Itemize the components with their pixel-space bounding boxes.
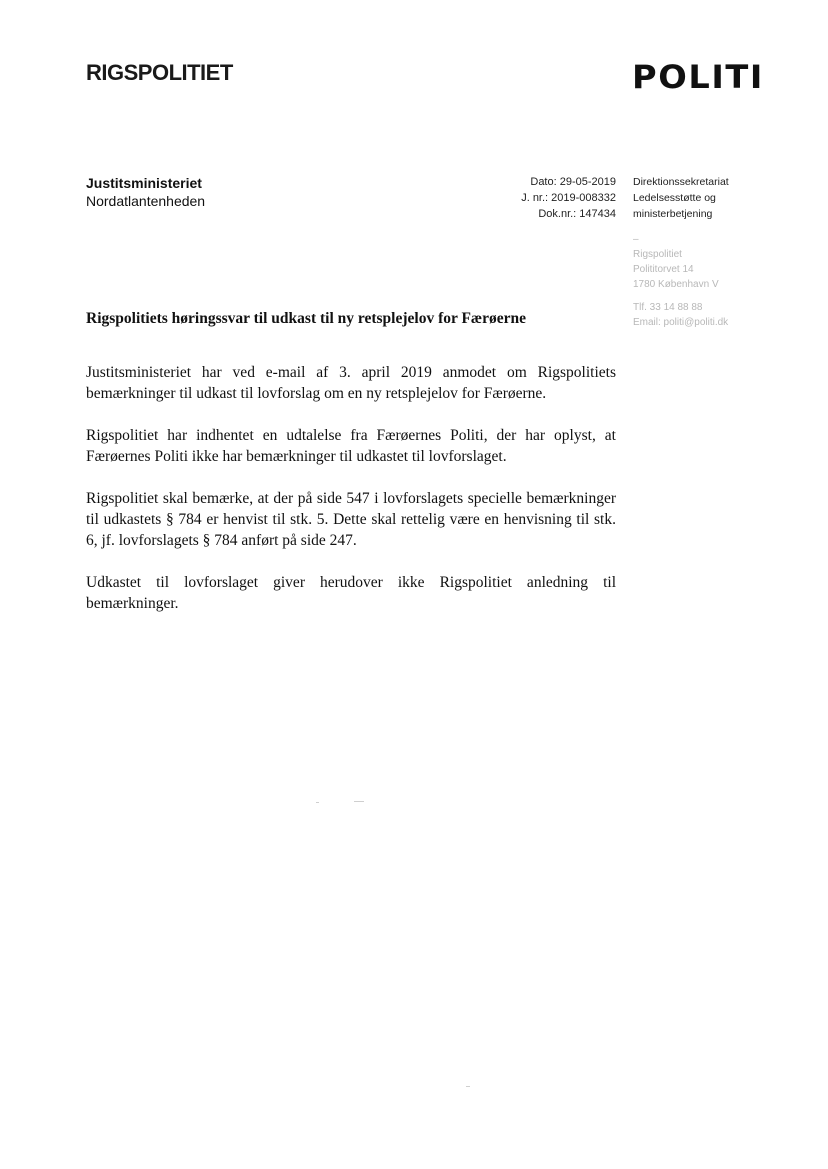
document-meta <box>470 174 616 222</box>
journal-number: J. nr.: 2019-008332 <box>521 192 616 204</box>
sender-department <box>633 174 753 222</box>
contact-street: Polititorvet 14 <box>633 264 694 275</box>
body-paragraph: Justitsministeriet har ved e-mail af 3. april 2019 anmodet om Rigspolitiets bemærkninger til udkast til lovforslag om en ny retsplejelov for Færøerne. <box>86 364 616 402</box>
sender-line-1: Direktionssekretariat <box>633 176 729 188</box>
contact-city: 1780 København V <box>633 279 719 290</box>
recipient-name: Justitsministeriet <box>86 175 202 191</box>
sender-line-2: Ledelsesstøtte og <box>633 192 716 204</box>
body-paragraph: Udkastet til lovforslaget giver herudover ikke Rigspolitiet anledning til bemærkninger. <box>86 574 616 612</box>
document-number: Dok.nr.: 147434 <box>538 208 616 220</box>
subject-heading: Rigspolitiets høringssvar til udkast til ny retsplejelov for Færøerne <box>86 310 527 327</box>
document-date: Dato: 29-05-2019 <box>530 176 616 188</box>
scan-artifact <box>354 801 364 802</box>
contact-name: Rigspolitiet <box>633 249 682 260</box>
body-paragraph: Rigspolitiet har indhentet en udtalelse fra Færøernes Politi, der har oplyst, at Færøernes Politi ikke har bemærkninger til udkastet til lovforslaget. <box>86 427 616 465</box>
recipient-block <box>86 174 205 210</box>
letter-body <box>86 362 616 635</box>
organization-name: RIGSPOLITIET <box>86 60 233 85</box>
contact-phone: Tlf. 33 14 88 88 <box>633 302 703 313</box>
body-paragraph: Rigspolitiet skal bemærke, at der på side 547 i lovforslagets specielle bemærkninger til udkastets § 784 er henvist til stk. 5. Dette skal rettelig være en henvisning til stk. 6, jf. lovforslagets § 784 anført på side 247. <box>86 490 616 549</box>
contact-block <box>633 232 773 330</box>
politi-logo: POLITI <box>632 58 764 96</box>
contact-dash: – <box>633 234 639 245</box>
recipient-unit: Nordatlantenheden <box>86 193 206 209</box>
sender-line-3: ministerbetjening <box>633 208 713 220</box>
contact-email: Email: politi@politi.dk <box>633 317 729 328</box>
scan-artifact <box>466 1086 470 1087</box>
scan-artifact <box>316 802 319 803</box>
